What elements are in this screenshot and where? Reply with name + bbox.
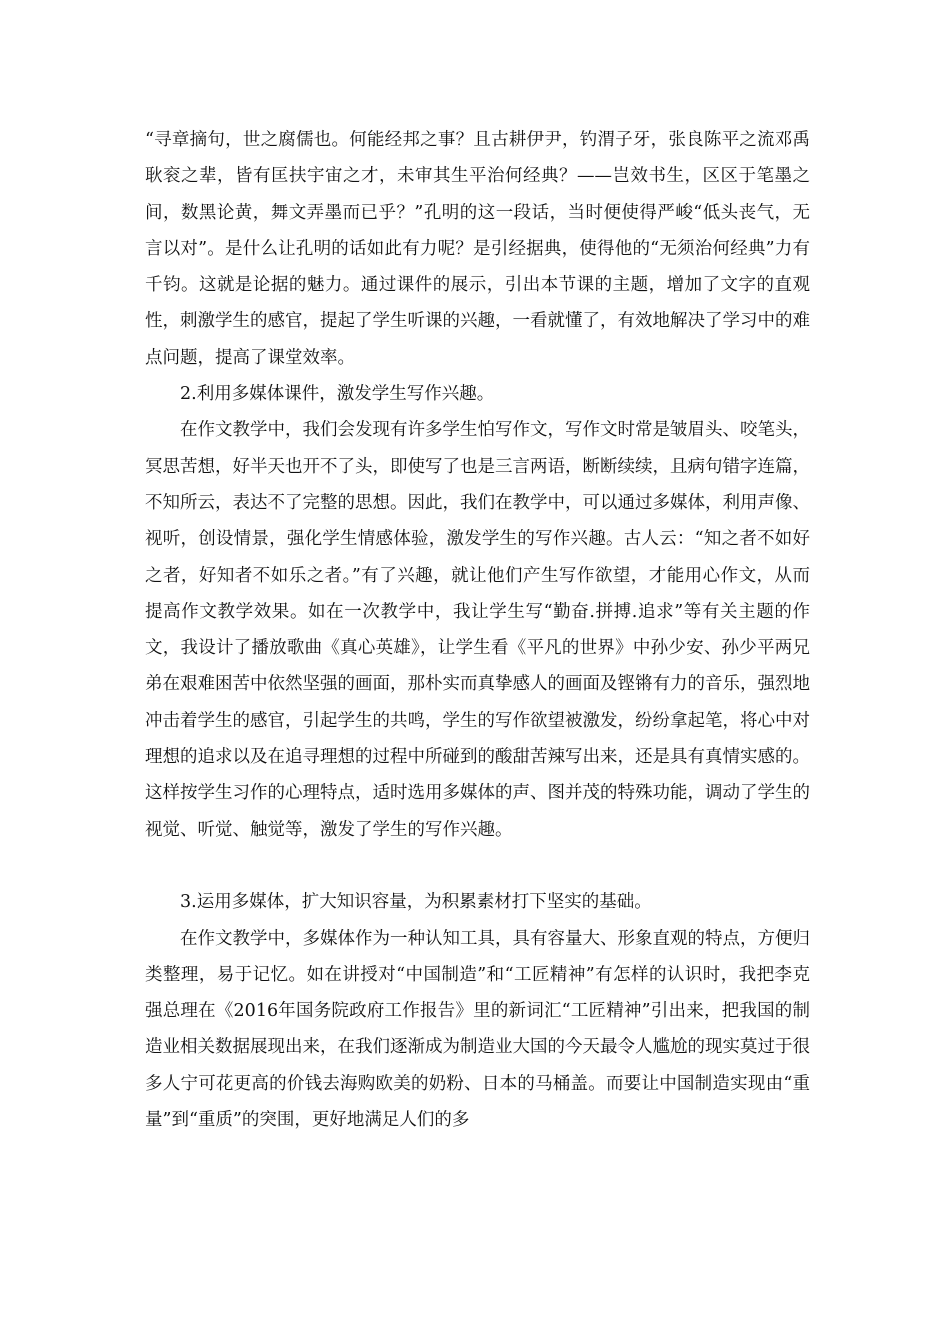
paragraph-quote: “寻章摘句，世之腐儒也。何能经邦之事？且古耕伊尹，钓渭子牙，张良陈平之流邓禹耿衮之辈，皆有匡扶宇宙之才，未审其生平治何经典？——岂效书生，区区于笔墨之间，数黑论黄，舞文弄墨而已乎？”孔明的这一段话，当时便使得严峻“低头丧气，无言以对”。是什么让孔明的话如此有力呢？是引经据典，使得他的“无须治何经典”力有千钧。这就是论据的魅力。通过课件的展示，引出本节课的主题，增加了文字的直观性，刺激学生的感官，提起了学生听课的兴趣，一看就懂了，有效地解决了学习中的难点问题，提高了课堂效率。	[145, 130, 810, 368]
document-body	[145, 122, 810, 1138]
heading-section-2: 2.利用多媒体课件，激发学生写作兴趣。	[180, 384, 495, 405]
paragraph-writing-interest: 在作文教学中，我们会发现有许多学生怕写作文，写作文时常是皱眉头、咬笔头，冥思苦想，好半天也开不了头，即使写了也是三言两语，断断续续，且病句错字连篇，不知所云，表达不了完整的思想。因此，我们在教学中，可以通过多媒体，利用声像、视听，创设情景，强化学生情感体验，激发学生的写作兴趣。古人云：“知之者不如好之者，好知者不如乐之者。”有了兴趣，就让他们产生写作欲望，才能用心作文，从而提高作文教学效果。如在一次教学中，我让学生写“勤奋.拼搏.追求”等有关主题的作文，我设计了播放歌曲《真心英雄》，让学生看《平凡的世界》中孙少安、孙少平两兄弟在艰难困苦中依然坚强的画面，那朴实而真挚感人的画面及铿锵有力的音乐，强烈地冲击着学生的感官，引起学生的共鸣，学生的写作欲望被激发，纷纷拿起笔，将心中对理想的追求以及在追寻理想的过程中所碰到的酸甜苦辣写出来，还是具有真情实感的。这样按学生习作的心理特点，适时选用多媒体的声、图并茂的特殊功能，调动了学生的视觉、听觉、触觉等，激发了学生的写作兴趣。	[145, 420, 810, 840]
paragraph-knowledge-capacity: 在作文教学中，多媒体作为一种认知工具，具有容量大、形象直观的特点，方便归类整理，易于记忆。如在讲授对“中国制造”和“工匠精神”有怎样的认识时，我把李克强总理在《2016年国务院政府工作报告》里的新词汇“工匠精神”引出来，把我国的制造业相关数据展现出来，在我们逐渐成为制造业大国的今天最令人尴尬的现实莫过于很多人宁可花更高的价钱去海购欧美的奶粉、日本的马桶盖。而要让中国制造实现由“重量”到“重质”的突围，更好地满足人们的多	[145, 928, 810, 1131]
heading-section-3: 3.运用多媒体，扩大知识容量，为积累素材打下坚实的基础。	[180, 892, 652, 913]
blank-line	[145, 848, 810, 884]
